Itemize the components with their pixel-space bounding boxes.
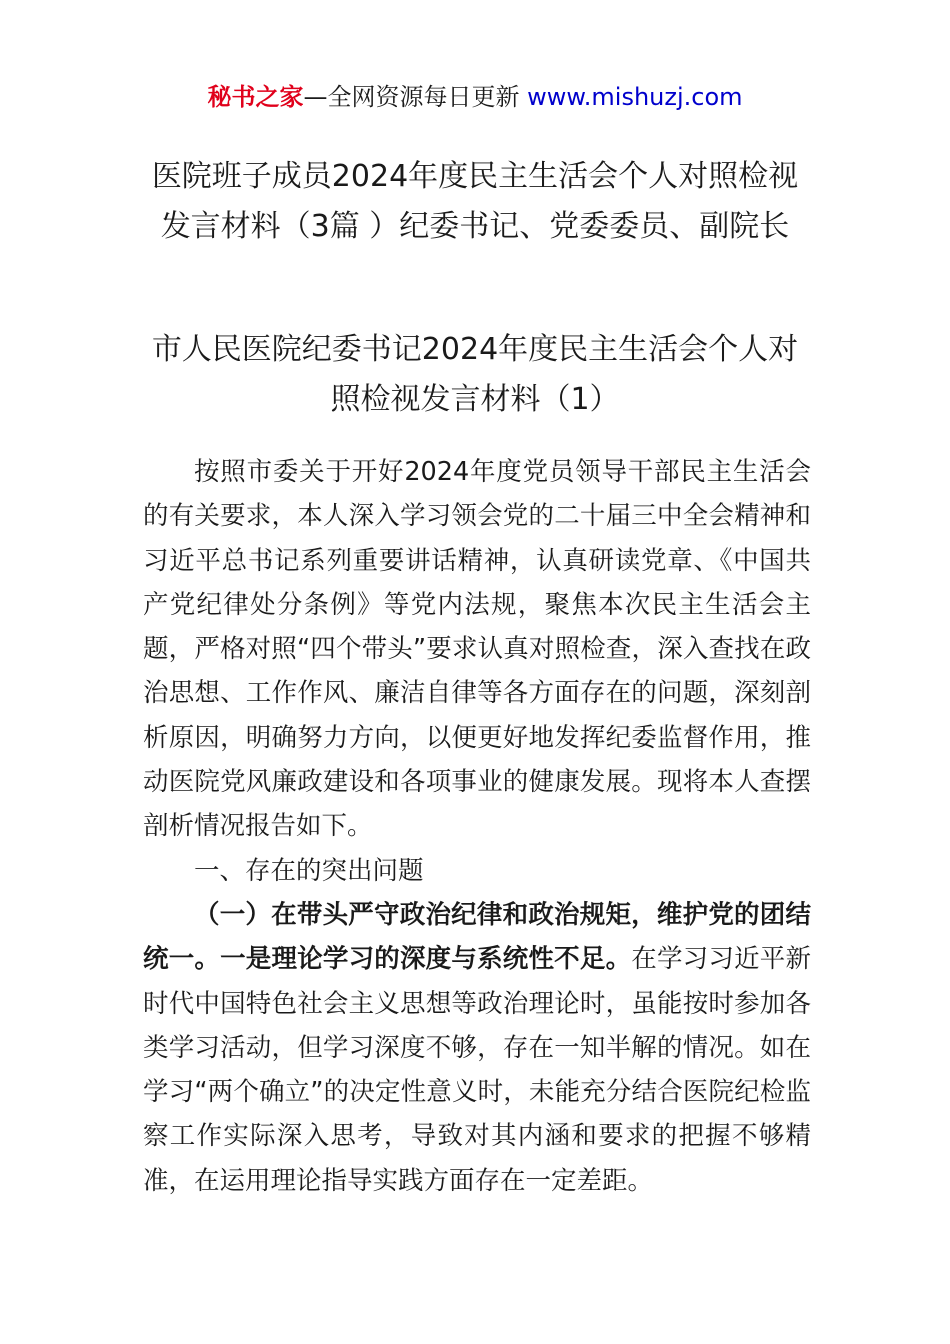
intro-paragraph: 按照市委关于开好2024年度党员领导干部民主生活会的有关要求，本人深入学习领会党的二十届三中全会精神和习近平总书记系列重要讲话精神，认真研读党章、《中国共产党纪律处分条例》等党内法规，聚焦本次民主生活会主题，严格对照“四个带头”要求认真对照检查，深入查找在政治思想、工作作风、廉洁自律等各方面存在的问题，深刻剖析原因，明确努力方向，以便更好地发挥纪委监督作用，推动医院党风廉政建设和各项事业的健康发展。现将本人查摆剖析情况报告如下。 (143, 457, 811, 842)
section-heading: 一、存在的突出问题 (194, 855, 424, 886)
document-title: 医院班子成员2024年度民主生活会个人对照检视发言材料（3篇 ）纪委书记、党委委员、副院长 (151, 159, 799, 244)
header-tagline: —全网资源每日更新 (303, 83, 528, 111)
document-body (143, 450, 811, 1203)
brand-name: 秘书之家 (207, 83, 304, 111)
site-url-link[interactable]: www.mishuzj.com (527, 83, 743, 111)
site-header (0, 80, 950, 114)
item-text: 在学习习近平新时代中国特色社会主义思想等政治理论时，虽能按时参加各类学习活动，但学习深度不够，存在一知半解的情况。如在学习“两个确立”的决定性意义时，未能充分结合医院纪检监察工作实际深入思考，导致对其内涵和要求的把握不够精准，在运用理论指导实践方面存在一定差距。 (143, 944, 811, 1196)
item-bold-lead: （一）在带头严守政治纪律和政治规矩，维护党的团结统一。一是理论学习的深度与系统性不足。 (143, 899, 811, 975)
document-subtitle: 市人民医院纪委书记2024年度民主生活会个人对照检视发言材料（1） (151, 332, 799, 417)
item-paragraph (143, 893, 811, 1203)
